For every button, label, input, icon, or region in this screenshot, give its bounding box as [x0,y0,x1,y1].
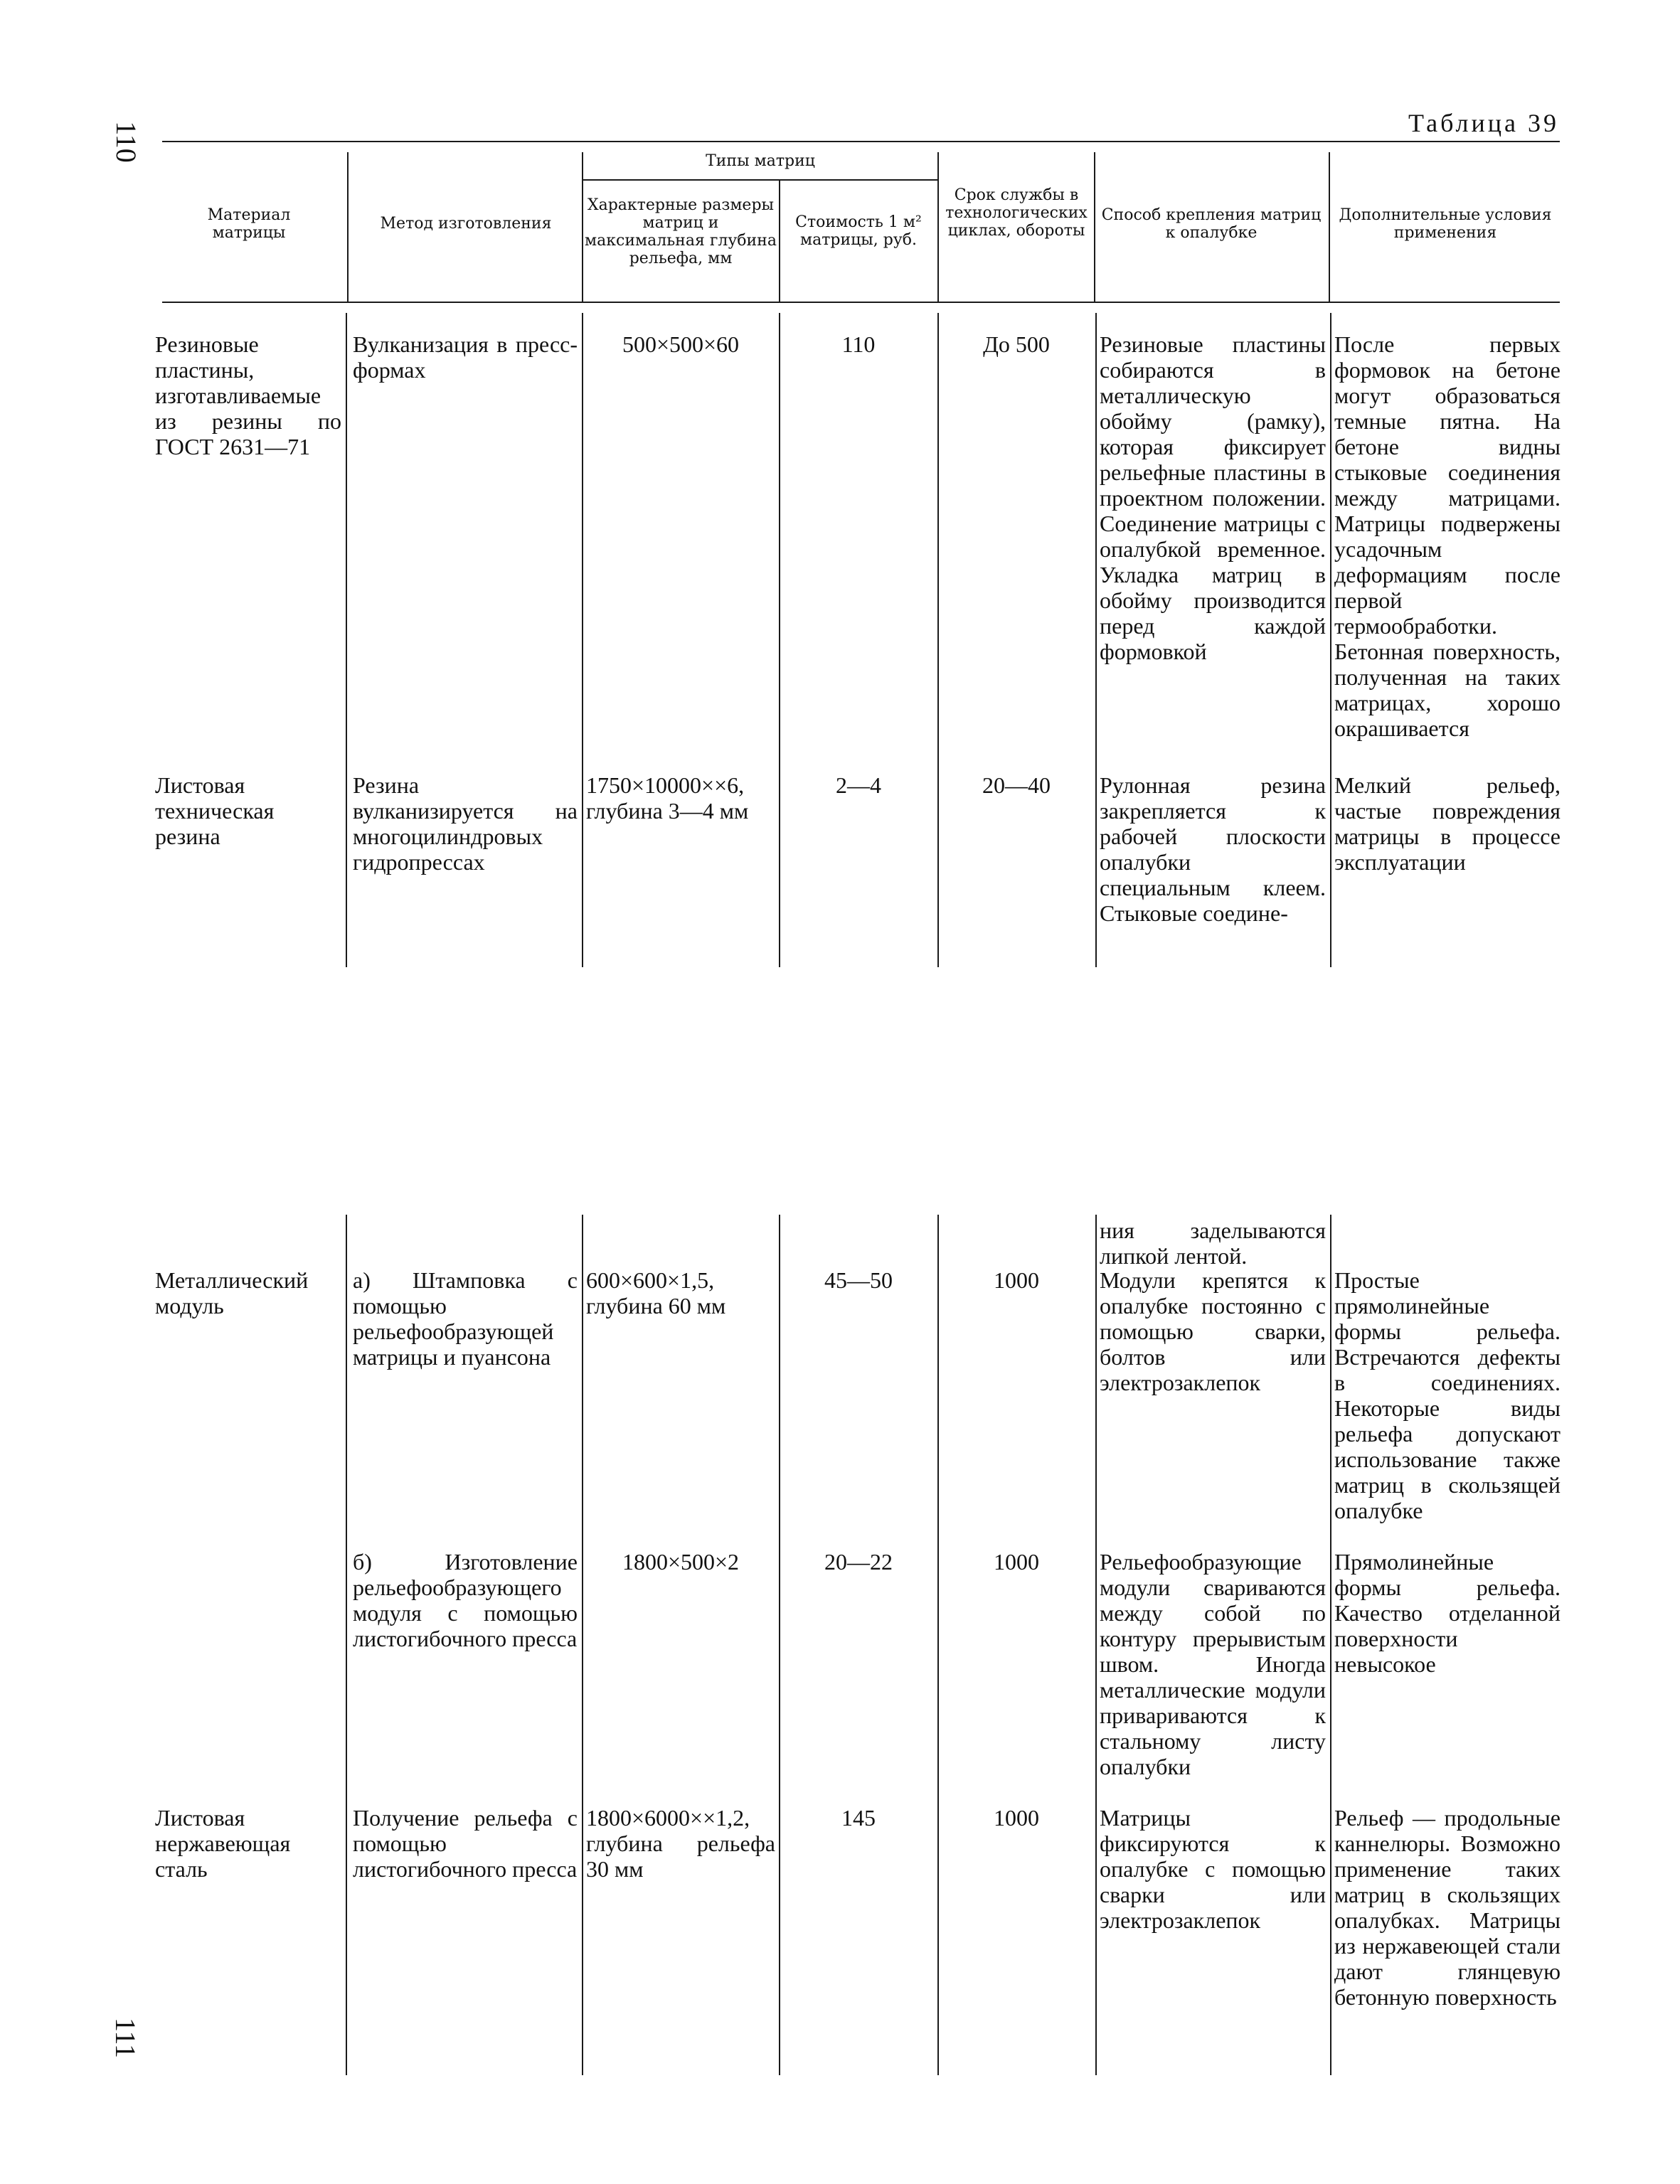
col-divider [779,179,780,302]
row4-fastening: Рельефообразующие модули свариваются между собой по контуру прерывистым швом. Иногда металлические модули привариваются к стальному листу опалубки [1100,1549,1326,1779]
row5-method: Получение рельефа с помощью листогибочного пресса [353,1805,578,1882]
page-number-top: 110 [110,121,142,163]
types-group-rule [583,179,937,181]
row1-conditions: После первых формовок на бетоне могут образоваться темные пятна. На бетоне видны стыковые соединения между матрицами. Матрицы подвержены усадочным деформациям после первой термообработки. Бетонная поверхность, полученная на таких матрицах, хорошо окрашивается [1334,331,1561,741]
col-divider [1094,152,1095,302]
row2-fastening-continued: ния заделываются липкой лентой. [1100,1218,1326,1269]
col-divider [582,313,583,967]
row3-material: Металлический модуль [155,1267,309,1319]
row4-sizes: 1800×500×2 [622,1549,740,1575]
row1-sizes: 500×500×60 [622,331,740,357]
col-divider [1330,1215,1331,2075]
row4-conditions: Прямолинейные формы рельефа. Качество отделанной поверхности невысокое [1334,1549,1561,1677]
row2-fastening: Рулонная резина закрепляется к рабочей плоскости опалубки специальным клеем. Стыковые соедине- [1100,772,1326,926]
col-divider [1095,1215,1097,2075]
col-divider [1095,313,1097,967]
row5-fastening: Матрицы фиксируются к опалубке с помощью сварки или электрозаклепок [1100,1805,1326,1933]
row2-life: 20—40 [982,772,1051,798]
row1-method: Вулканизация в пресс-формах [353,331,578,383]
col-divider [1329,152,1330,302]
row2-method: Резина вулканизируется на многоцилиндровых гидропрессах [353,772,578,875]
row1-fastening: Резиновые пластины собираются в металлическую обойму (рамку), которая фиксирует рельефные пластины в проектном положении. Соединение матрицы с опалубкой временное. Укладка матриц в обойму производится перед каждой формовкой [1100,331,1326,664]
header-fastening: Способ крепления матриц к опалубке [1101,206,1322,242]
row2-cost: 2—4 [836,772,881,798]
row4-life: 1000 [994,1549,1039,1575]
header-bottom-rule [162,302,1560,303]
col-divider [582,152,583,302]
row2-material: Листовая техническая резина [155,772,275,849]
row3-method: а) Штамповка с помощью рельефообразующей матрицы и пуансона [353,1267,578,1370]
row5-cost: 145 [841,1805,876,1831]
row3-cost: 45—50 [824,1267,893,1293]
header-cost: Стоимость 1 м² матрицы, руб. [795,213,922,249]
table-title: Таблица 39 [1408,109,1559,137]
header-sizes: Характерные размеры матриц и максимальная глубина рельефа, мм [585,196,777,267]
header-types-group: Типы матриц [706,152,815,170]
header-conditions: Дополнительные условия применения [1339,206,1552,242]
col-divider [346,1215,347,2075]
row5-conditions: Рельеф — продольные каннелюры. Возможно применение таких матриц в скользящих опалубках. Матрицы из нержавеющей стали дают глянцевую бетонную поверхность [1334,1805,1561,2010]
header-material: Материал матрицы [207,206,291,242]
row3-life: 1000 [994,1267,1039,1293]
row2-sizes: 1750×10000××6, глубина 3—4 мм [586,772,749,824]
row5-sizes: 1800×6000××1,2, глубина рельефа 30 мм [586,1805,775,1882]
col-divider [346,313,347,967]
row4-method: б) Изготовление рельефообразующего модуля с помощью листогибочного пресса [353,1549,578,1651]
row4-cost: 20—22 [824,1549,893,1575]
col-divider [779,1215,780,2075]
col-divider [937,152,939,302]
row1-material: Резиновые пластины, изготавливаемые из резины по ГОСТ 2631—71 [155,331,341,459]
row3-conditions: Простые прямолинейные формы рельефа. Встречаются дефекты в соединениях. Некоторые виды рельефа допускают использование также матриц в скользящей опалубке [1334,1267,1561,1523]
col-divider [1330,313,1331,967]
table-top-rule [162,141,1560,142]
header-service-life: Срок службы в технологических циклах, обороты [945,186,1088,240]
col-divider [937,313,939,967]
row5-life: 1000 [994,1805,1039,1831]
row3-fastening: Модули крепятся к опалубке постоянно с помощью сварки, болтов или электрозаклепок [1100,1267,1326,1395]
header-method: Метод изготовления [380,215,552,233]
col-divider [779,313,780,967]
row1-cost: 110 [841,331,876,357]
col-divider [347,152,349,302]
row3-sizes: 600×600×1,5, глубина 60 мм [586,1267,726,1319]
page-number-bottom: 111 [110,2017,142,2059]
row2-conditions: Мелкий рельеф, частые повреждения матрицы в процессе эксплуатации [1334,772,1561,875]
row5-material: Листовая нержавеющая сталь [155,1805,291,1882]
row1-life: До 500 [983,331,1050,357]
col-divider [937,1215,939,2075]
col-divider [582,1215,583,2075]
